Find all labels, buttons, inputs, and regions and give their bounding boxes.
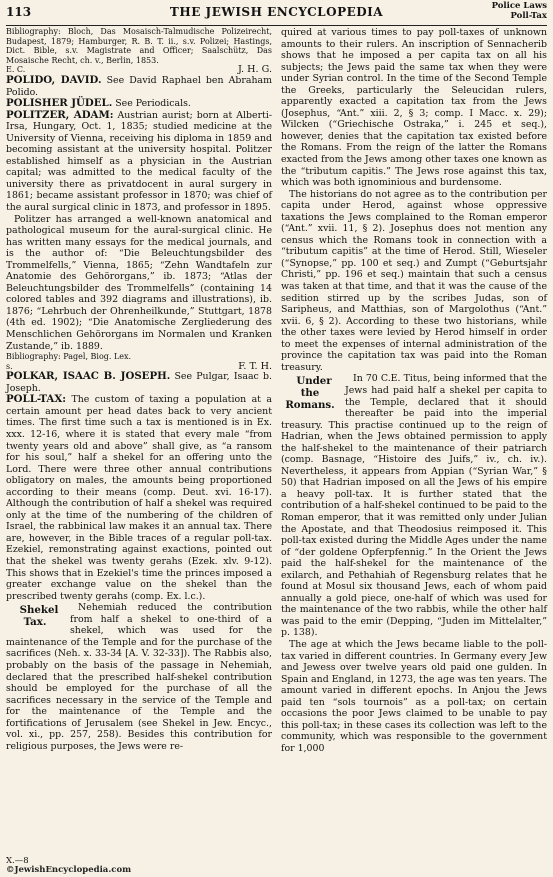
topic-range [492, 2, 547, 21]
page-number: 113 [6, 5, 32, 19]
bibliography-politzer: Bibliography: Pagel, Biog. Lex. [6, 352, 132, 362]
entry-heading: POLKAR, ISAAC B. JOSEPH. [6, 370, 171, 383]
entry-heading: POLITZER, ADAM: [6, 108, 114, 121]
entry-text: See Pulgar, Isaac b. Joseph. [6, 371, 272, 394]
signature-author: J. H. G. [237, 64, 272, 76]
side-heading-shekel-tax: Shekel Tax. [19, 604, 59, 629]
bibliography-police-laws: Bibliography: Bloch, Das Mosaisch-Talmudische Polizeirecht, Budapest, 1879; Hamburger, R. B. T. ii., s.v. Polizei; Hastings, Dict. Bible, s.v. Magistrate and Officer; Saalschütz, Das Mosaische Recht, ch. v., Berlin, 1853. [6, 27, 272, 65]
paragraph-text: In 70 C.E. Titus, being informed that the Jews had paid half a shekel per capita to the Temple, declared that it should thereafter be paid into the imperial treasury. This practise continued up to the reign of Hadrian, when the Jews obtained permission to apply the half-shekel to the maintenance of their patriarch (comp. Basnage, “Histoire des Juifs,” iv., ch. iv.). Nevertheless, it appears from Appian (“Syrian War,” § 50) that Hadrian imposed on all the Jews of his empire a heavy poll-tax. It is further stated that the contribution of a half-shekel continued to be paid to the Roman emperor, that it was remitted only under Julian the Apostate, and that Theodosius reimposed it. This poll-tax existed during the Middle Ages under the name of “der goldene Opferpfennig.” In the Orient the Jews paid the half-shekel for the maintenance of the exilarch, and Pethahiah of Regensburg relates that he found at Mosul six thousand Jews, each of whom paid annually a gold piece, one-half of which was used for the maintenance of the two rabbis, while the other half was paid to the emir (Depping, “Juden im Mittelalter,” p. 138). [281, 373, 547, 639]
entry-poll-tax [6, 394, 272, 602]
running-title: THE JEWISH ENCYCLOPEDIA [169, 5, 384, 19]
entry-text: See David Raphael ben Abraham Polido. [6, 74, 272, 98]
copyright-credit: ©JewishEncyclopedia.com [6, 865, 132, 875]
topic-first: Police Laws [491, 1, 547, 11]
entry-polkar [6, 371, 272, 394]
signature-author: F. T. H. [238, 360, 272, 372]
entry-text: The custom of taxing a population at a certain amount per head dates back to very ancient times. The first time such a tax is mentioned is in Ex. xxx. 12-16, where it is stated that every male “from twenty years old and above” shall give, as “a ransom for his soul,” half a shekel for an offering unto the Lord. There were three other annual contributions obligatory on males, the amounts being proportioned according to their means (comp. Deut. xvi. 16-17). Although the contribution of half a shekel was required only at the time of the numbering of the children of Israel, the rabbinical law makes it an annual tax. There are, however, in the Bible traces of a regular poll-tax. Ezekiel, remonstrating against exactions, pointed out that the shekel was twenty gerahs (Ezek. xlv. 9-12). This shows that in Ezekiel's time the princes imposed a greater exchange value on the shekel than the prescribed twenty gerahs (comp. Ex. l.c.). [6, 394, 272, 602]
entry-polido [6, 75, 272, 98]
paragraph: Politzer has arranged a well-known anatomical and pathological museum for the aural-surgical clinic. He has written many essays for the medical journals, and is the author of: “Die Beleuchtungsbilder des Trommelfells,” Vienna, 1865; “Zehn Wandtafeln zur Anatomie des Gehörorgans,” ib. 1873; “Atlas der Beleuchtungsbilder des Trommelfells” (containing 14 colored tables and 392 diagrams and illustrations), ib. 1876; “Lehrbuch der Ohrenheilkunde,” Stuttgart, 1878 (4th ed. 1902); “Die Anatomische Zergliederung des Menschlichen Gehörorgans im Normalen und Kranken Zustande,” ib. 1889. [6, 213, 272, 352]
side-heading-under-romans: Under the Romans. [285, 375, 335, 412]
paragraph [6, 602, 272, 752]
paragraph-text: Nehemiah reduced the contribution from half a shekel to one-third of a shekel, which was used for the maintenance of the Temple and for the purchase of the sacrifices (Neh. x. 33-34 [A. V. 32-33]). The Rabbis also, probably on the basis of the passage in Nehemiah, declared that the prescribed half-shekel contribution should be employed for the purchase of all the sacrifices necessary in the service of the Temple and for the maintenance of the Temple and the fortifications of Jerusalem (see Shekel in Jew. Encyc., vol. xi., pp. 257, 258). Besides this contribution for religious purposes, the Jews were re- [6, 602, 272, 752]
entry-text: Austrian aurist; born at Alberti-Irsa, Hungary, Oct. 1, 1835; studied medicine at the University of Vienna, receiving his diploma in 1859 and becoming assistant at the university hospital. Politzer established himself as a physician in the Austrian capital; was admitted to the medical faculty of the university there as privatdocent in aural surgery in 1861; became assistant professor in 1870; was chief of the aural surgical clinic in 1873, and professor in 1895. [6, 109, 272, 213]
paragraph [281, 373, 547, 639]
signature-initials-left: E. C. [6, 65, 26, 75]
entry-heading: POLIDO, DAVID. [6, 73, 102, 86]
paragraph: The historians do not agree as to the contribution per capita under Herod, against whose oppressive taxations the Jews complained to the Roman emperor (“Ant.” xvii. 11, § 2). Josephus does not mention any census which the Romans took in connection with a “tributum capitis” at the time of Herod. Still, Wieseler (“Synopse,” pp. 100 et seq.) and Zumpt (“Geburtsjahr Christi,” pp. 196 et seq.) maintain that such a census was taken at that time, and that it was the cause of the sedition stirred up by the scribes Judas, son of Saripheus, and Matthias, son of Margolothus (“Ant.” xvii. 6, § 2). According to these two historians, while the other taxes were levied by Herod himself in order to meet the expenses of internal administration of the province the capitation tax was paid into the Roman treasury. [281, 188, 547, 373]
entry-heading: POLISHER JÜDEL. [6, 97, 113, 110]
signature-mark: X.—8 [6, 856, 29, 866]
paragraph: The age at which the Jews became liable to the poll-tax varied in different countries. In Germany every Jew and Jewess over twelve years old paid one gulden. In Spain and England, in 1273, the age was ten years. The amount varied in different epochs. In Anjou the Jews paid ten “sols tournois” as a poll-tax; on certain occasions the poor Jews claimed to be unable to pay this poll-tax; in these cases its collection was left to the community, which was responsible to the government for 1,000 [281, 638, 547, 754]
paragraph: quired at various times to pay poll-taxes of unknown amounts to their rulers. An inscription of Sennacherib shows that he imposed a per capita tax on all his subjects; the Jews paid the same tax when they were under Syrian control. In the time of the Second Temple the Greeks, particularly the Seleucidan rulers, apparently exacted a capitation tax from the Jews (Josephus, “Ant.” xiii. 2, § 3; comp. I Macc. x. 29); Wilcken (“Griechische Ostraka,” i. 245 et seq.), however, denies that the capitation tax existed before the Romans. From the reign of the latter the Romans exacted from the Jews among other taxes one known as the “tributum capitis.” The Jews rose against this tax, which was both ignominious and burdensome. [281, 27, 547, 189]
right-column [281, 27, 547, 754]
left-column [6, 27, 272, 752]
entry-heading: POLL-TAX: [6, 393, 66, 406]
topic-last: Poll-Tax [510, 10, 547, 21]
entry-text: See Periodicals. [112, 98, 191, 110]
signature-initials-left: s. [6, 361, 13, 371]
entry-politzer [6, 110, 272, 214]
running-header [6, 3, 547, 26]
